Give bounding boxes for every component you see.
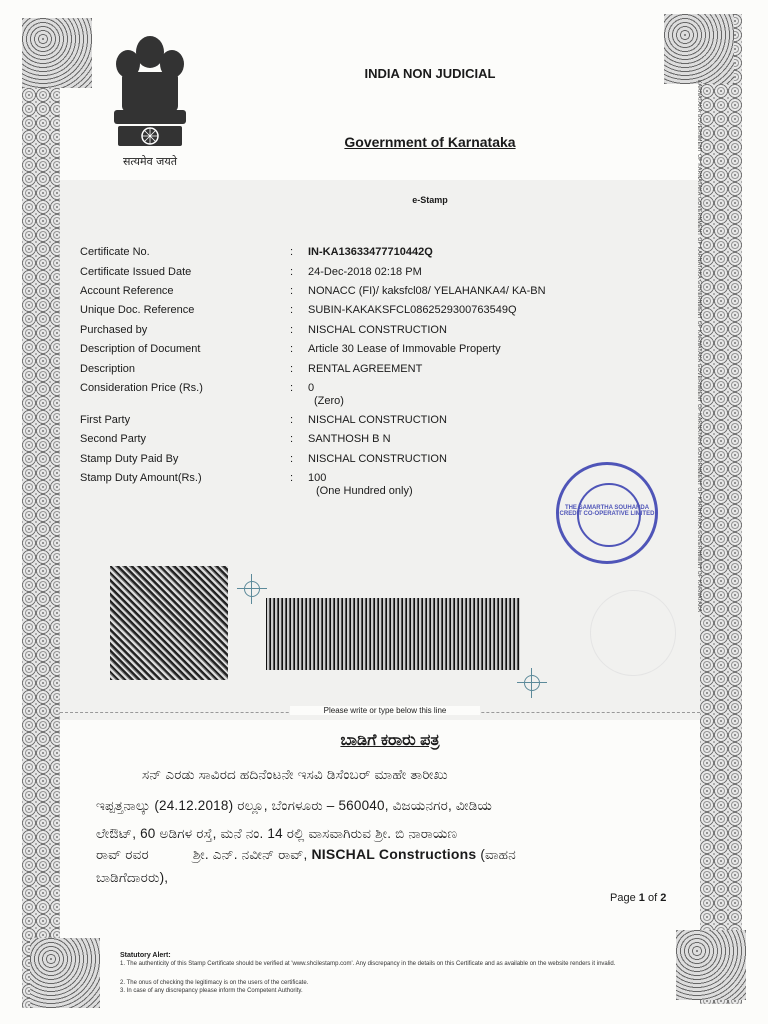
field-label: Description bbox=[80, 363, 136, 375]
ashoka-emblem bbox=[102, 22, 198, 172]
field-label: Stamp Duty Paid By bbox=[80, 453, 179, 465]
page-number bbox=[610, 892, 666, 904]
field-value: NISCHAL CONSTRUCTION bbox=[308, 324, 447, 336]
page-prefix: Page bbox=[610, 892, 636, 904]
field-label: Certificate Issued Date bbox=[80, 266, 192, 278]
seal-text: THE SAMARTHA SOUHARDA CREDIT CO-OPERATIVE LIMITED bbox=[559, 505, 655, 517]
field-colon: : bbox=[290, 382, 294, 394]
field-label: Consideration Price (Rs.) bbox=[80, 382, 203, 394]
field-value: RENTAL AGREEMENT bbox=[308, 363, 423, 375]
security-barcode bbox=[266, 598, 520, 670]
corner-ornament-bottom-left bbox=[30, 938, 100, 1008]
agreement-line-4 bbox=[96, 846, 692, 863]
field-colon: : bbox=[290, 285, 294, 297]
field-colon: : bbox=[290, 414, 294, 426]
field-colon: : bbox=[290, 472, 294, 484]
registration-crosshair-icon bbox=[237, 574, 267, 604]
statutory-alert-heading: Statutory Alert: bbox=[120, 952, 171, 959]
page-of: of bbox=[647, 892, 658, 904]
field-value: NISCHAL CONSTRUCTION bbox=[308, 414, 447, 426]
security-qr-code bbox=[110, 566, 228, 680]
agreement-company-name: NISCHAL Constructions bbox=[311, 846, 477, 862]
header-government: Government of Karnataka bbox=[344, 134, 516, 150]
agreement-line: ಇಪ್ಪತ್ತನಾಲ್ಕು (24.12.2018) ರಲ್ಲೂ, ಬೆಂಗಳೂರು – 560040, ವಿಜಯನಗರ, ವೀಡಿಯ bbox=[96, 798, 493, 813]
field-label: Second Party bbox=[80, 433, 147, 445]
field-value-words: (One Hundred only) bbox=[316, 485, 413, 497]
header-estamp: e-Stamp bbox=[412, 195, 448, 205]
left-ornamental-border bbox=[22, 18, 60, 1008]
corner-ornament-top-left bbox=[22, 18, 92, 88]
field-label: Description of Document bbox=[80, 343, 201, 355]
field-value: SUBIN-KAKAKSFCL0862529300763549Q bbox=[308, 304, 517, 316]
side-microtext: KARNATAKA GOVERNMENT OF KARNATAKA GOVERNMENT OF KARNATAKA GOVERNMENT OF KARNATAKA GOVERNMENT OF KARNATAKA GOVERNMENT OF KARNATAKA GOVERNMENT OF KARNATAKA bbox=[696, 80, 702, 613]
statutory-alert-item: 2. The onus of checking the legitimacy is on the users of the certificate. bbox=[120, 980, 309, 986]
statutory-alert-item: 1. The authenticity of this Stamp Certificate should be verified at 'www.shcilestamp.com'. Any discrepancy in the details on this Certificate and as available on the website renders it invalid. bbox=[120, 961, 616, 967]
right-ornamental-border bbox=[700, 14, 742, 1004]
cooperative-seal-stamp bbox=[556, 462, 658, 564]
field-label: Purchased by bbox=[80, 324, 148, 336]
lion-capital-icon bbox=[102, 22, 198, 172]
field-colon: : bbox=[290, 343, 294, 355]
field-value: NISCHAL CONSTRUCTION bbox=[308, 453, 447, 465]
page-current: 1 bbox=[638, 892, 645, 904]
field-colon: : bbox=[290, 266, 294, 278]
field-value: 24-Dec-2018 02:18 PM bbox=[308, 266, 422, 278]
header-title: INDIA NON JUDICIAL bbox=[364, 66, 496, 81]
page-total: 2 bbox=[660, 892, 667, 904]
agreement-text: ರಾವ್ ರವರ bbox=[96, 847, 149, 862]
field-label: Unique Doc. Reference bbox=[80, 304, 195, 316]
field-colon: : bbox=[290, 433, 294, 445]
emblem-motto: सत्यमेव जयते bbox=[122, 155, 178, 168]
field-colon: : bbox=[290, 363, 294, 375]
agreement-line: ಲೇಔಟ್, 60 ಅಡಿಗಳ ರಸ್ತೆ, ಮನೆ ನಂ. 14 ರಲ್ಲಿ ವಾಸವಾಗಿರುವ ಶ್ರೀ. ಬಿ ನಾರಾಯಣ bbox=[96, 826, 458, 841]
field-label: First Party bbox=[80, 414, 131, 426]
corner-ornament-top-right bbox=[664, 14, 734, 84]
agreement-line: ಬಾಡಿಗೆದಾರರು), bbox=[96, 870, 169, 885]
field-colon: : bbox=[290, 246, 294, 258]
field-value: SANTHOSH B N bbox=[308, 433, 391, 445]
field-label: Certificate No. bbox=[80, 246, 150, 258]
agreement-text: (ವಾಹನ bbox=[480, 847, 516, 862]
corner-ornament-bottom-right bbox=[676, 930, 746, 1000]
field-value-words: (Zero) bbox=[314, 395, 344, 407]
field-value: 100 bbox=[308, 472, 327, 484]
write-below-label: Please write or type below this line bbox=[290, 706, 480, 715]
registration-crosshair-icon bbox=[517, 668, 547, 698]
field-colon: : bbox=[290, 304, 294, 316]
statutory-alert-item: 3. In case of any discrepancy please inform the Competent Authority. bbox=[120, 988, 303, 994]
field-value: Article 30 Lease of Immovable Property bbox=[308, 343, 501, 355]
agreement-title: ಬಾಡಿಗೆ ಕರಾರು ಪತ್ರ bbox=[340, 732, 440, 749]
field-colon: : bbox=[290, 453, 294, 465]
faint-watermark-seal bbox=[590, 590, 676, 676]
agreement-line: ಸನ್ ಎರಡು ಸಾವಿರದ ಹದಿನೆಂಟನೇ ಇಸವಿ ಡಿಸೆಂಬರ್ ಮಾಹೇ ತಾರೀಖು bbox=[142, 767, 448, 782]
field-colon: : bbox=[290, 324, 294, 336]
agreement-person-name: ಶ್ರೀ. ಎನ್. ನವೀನ್ ರಾವ್, bbox=[192, 847, 308, 862]
field-label: Account Reference bbox=[80, 285, 174, 297]
field-value: 0 bbox=[308, 382, 315, 394]
field-label: Stamp Duty Amount(Rs.) bbox=[80, 472, 202, 484]
field-value: IN-KA13633477710442Q bbox=[308, 246, 433, 258]
field-value: NONACC (FI)/ kaksfcl08/ YELAHANKA4/ KA-BN bbox=[308, 285, 546, 297]
